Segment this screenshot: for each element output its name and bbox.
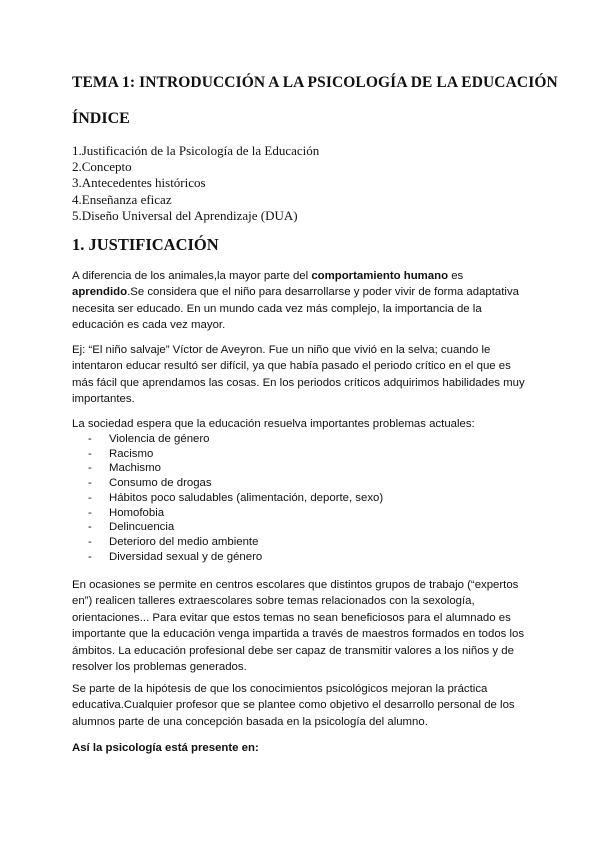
paragraph-intro	[72, 268, 528, 334]
list-item-text: Homofobia	[109, 506, 165, 519]
bullet-marker: -	[88, 521, 92, 534]
section-heading: 1. JUSTIFICACIÓN	[72, 235, 219, 254]
paragraph-workshops: En ocasiones se permite en centros escolares que distintos grupos de trabajo (“expertos en”) realicen talleres extraescolares sobre temas relacionados con la sexología, orientaciones... Para evitar que estos temas no sean beneficiosos para el alumnado es importante que la educación venga impartida a través de maestros formados en todos los ámbitos. La educación profesional debe ser capaz de transmitir valores a los niños y de resolver los problemas generados.	[72, 579, 525, 674]
index-item: 3.Antecedentes históricos	[72, 175, 206, 191]
bullet-marker: -	[88, 433, 92, 445]
list-item-text: Violencia de género	[109, 433, 210, 445]
bullet-marker: -	[88, 462, 92, 475]
list-item	[88, 476, 383, 491]
list-item	[88, 461, 383, 476]
bullet-marker: -	[88, 506, 92, 519]
list-item-text: Delincuencia	[109, 521, 175, 534]
bullet-marker: -	[88, 535, 92, 548]
list-item-text: Deterioro del medio ambiente	[109, 535, 259, 548]
problems-list	[88, 432, 383, 564]
index-item: 2.Concepto	[72, 159, 132, 175]
emphasis-text: aprendido	[72, 286, 128, 299]
paragraph-example: Ej: “El niño salvaje” Víctor de Aveyron. Fue un niño que vivió en la selva; cuando le intentaron educar resultó ser difícil, ya que había pasado el periodo crítico en el que es más fácil que aprendamos las cosas. En los periodos críticos adquirimos habilidades muy importantes.	[72, 344, 525, 406]
index-item: 5.Diseño Universal del Aprendizaje (DUA)	[72, 207, 298, 223]
list-item	[88, 520, 383, 535]
list-item-text: Diversidad sexual y de género	[109, 550, 263, 563]
index-item: 1.Justificación de la Psicología de la Educación	[72, 143, 320, 158]
list-item	[88, 447, 383, 462]
paragraph-text: .Se considera que el niño para desarrollarse y poder vivir de forma adaptativa necesita ser educado. En un mundo cada vez más complejo, la importancia de la educación es cada vez mayor.	[72, 286, 519, 332]
list-item-text: Racismo	[109, 447, 154, 460]
list-item	[88, 491, 383, 506]
list-item	[88, 535, 383, 550]
paragraph-conclusion: Así la psicología está presente en:	[72, 742, 259, 754]
paragraph-text: es	[448, 270, 464, 282]
index-list	[72, 143, 319, 224]
list-item-text: Machismo	[109, 462, 161, 475]
bullet-marker: -	[88, 447, 92, 460]
paragraph-text: A diferencia de los animales,la mayor parte del	[72, 270, 312, 282]
emphasis-text: comportamiento humano	[311, 270, 449, 282]
list-item	[88, 432, 383, 447]
paragraph-society: La sociedad espera que la educación resuelva importantes problemas actuales:	[72, 418, 475, 430]
list-item-text: Consumo de drogas	[109, 477, 212, 490]
paragraph-hypothesis: Se parte de la hipótesis de que los conocimientos psicológicos mejoran la práctica educativa.Cualquier profesor que se plantee como objetivo el desarrollo personal de los alumnos parte de una concepción basada en la psicología del alumno.	[72, 683, 515, 728]
list-item	[88, 550, 383, 565]
list-item-text: Hábitos poco saludables (alimentación, deporte, sexo)	[109, 491, 384, 504]
list-item	[88, 506, 383, 521]
index-item: 4.Enseñanza eficaz	[72, 191, 172, 207]
bullet-marker: -	[88, 491, 92, 504]
bullet-marker: -	[88, 550, 92, 563]
index-heading: ÍNDICE	[72, 110, 130, 127]
document-title: TEMA 1: INTRODUCCIÓN A LA PSICOLOGÍA DE LA EDUCACIÓN	[72, 74, 558, 91]
bullet-marker: -	[88, 477, 92, 490]
